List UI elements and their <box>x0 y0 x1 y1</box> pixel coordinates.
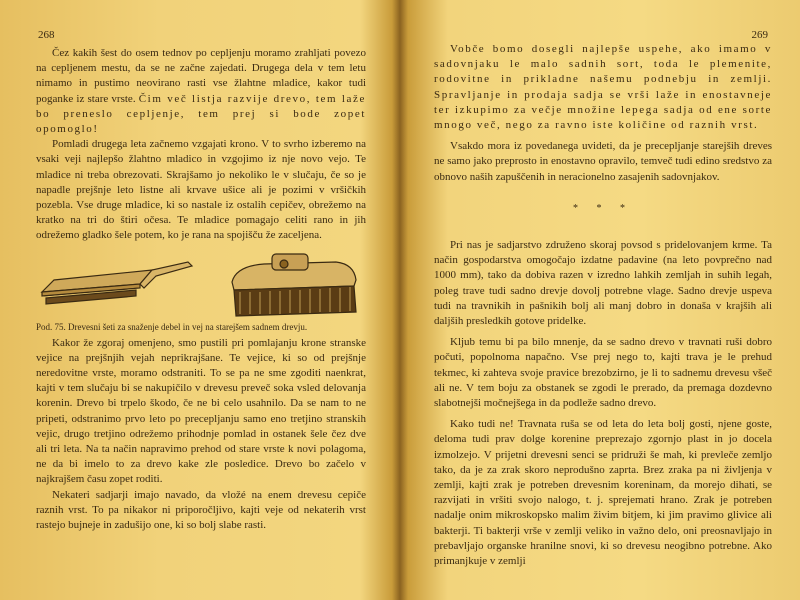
right-paragraph-2: Vsakdo mora iz povedanega uvideti, da je precepljanje starejših dreves ne samo jako preprosto in enostavno opravilo, temveč tudi edino sredstvo za obnovo naših zapuščenih in neracionelno zasajenih sadovnjakov. <box>434 140 772 183</box>
right-paragraph-1: Vobče bomo dosegli najlepše uspehe, ako imamo v sadovnjaku le malo sadnih sort, toda le plemenite, rodovitne in prikladne našemu podnebju in zemlji. Spravljanje in prodaja sadja se vrši laže in enostavneje ter izkupimo za večje množine lepega sadja od ene sorte mnogo več, nego za ravno iste količine od raznih vrst. <box>434 43 772 132</box>
left-page <box>0 0 390 600</box>
large-wire-brush <box>232 254 356 316</box>
left-page-body <box>0 46 390 533</box>
right-paragraph-4: Kljub temu bi pa bilo mnenje, da se sadno drevo v travnati ruši dobro počuti, popolnoma napačno. Vse prej nego to, kajti trava je le prehud tekmec, ki zahteva svoje pravice brezobzirno, je li to sadnemu drevesu všeč ali ne. V tem boju za obstanek se zgodi le prerado, da premaga dozdevno slabotnejši močnejšega in da podleže sadno drevo. <box>434 336 772 410</box>
left-paragraph-1-emphasis: Čim več listja razvije drevo, tem laže bo preneslo cepljenje, tem prej si bode zopet opomoglo! <box>36 92 366 136</box>
brushes-drawing <box>36 252 366 322</box>
left-paragraph-4: Nekateri sadjarji imajo navado, da vložé na enem drevesu cepiče raznih vrst. To pa nikakor ni priporočljivo, kajti veje od nekaterih vrst rastejo bujneje in zadušijo one, ki so bolj slabe rasti. <box>36 488 366 532</box>
right-paragraph-5: Kako tudi ne! Travnata ruša se od leta do leta bolj gosti, njene goste, deloma tudi prav dolge korenine preprezajo zgornjo plast in jo docela izmolzejo. V prijetni drevesni senci se pridruži še mah, ki prevleče zemljo tako, da je za zrak skoro neprodušno zaprta. Brez zraka pa ni življenja v zemlji, kajti zrak je potreben drevesnim koreninam, da morejo dihati, se razvijati in vršiti svojo nalogo, t. j. sprejemati hrano. Zrak je potreben nadalje onim mikroskopsko malim živim bitjem, ki jim pravimo glivice ali bakterji. Ti bakterji vrše v zemlji veliko in važno delo, oni preosnavljajo in prebavljajo organske hranilne snovi, ki so drevesu neogibno potrebne. Ako primanjkuje v zemlji <box>434 418 772 568</box>
left-page-number: 268 <box>38 29 55 41</box>
right-page-body <box>408 42 800 569</box>
left-paragraph-3: Kakor že zgoraj omenjeno, smo pustili pri pomlajanju krone stranske vejice na prejšnjih vejah neprikrajšane. Te vejice, ki so od prejšnje neredovitne vrste, moramo odstraniti. To se pa ne sme zgoditi naenkrat, kajti v tem slučaju bi se nakupičilo v drevesu preveč soka vsled delovanja korenin. Drevo bi trpelo škodo, če ne bi celo usahnilo. Da se nam to ne pripeti, odstranimo prvo leto po precepljanju samo eno tretjino stranskih vejic, drugo tretjino odrežemo prihodnje pomlad in ostanek šele čez dve ali tri leta. Na ta način napravimo prehod od stare vrste k novi polagoma, ne da bi imelo to za drevo kake zle posledice. Drevo bo začelo v najkrajšem času zopet roditi. <box>36 336 366 486</box>
small-wire-brush <box>42 262 192 304</box>
left-paragraph-1-text: Čez kakih šest do osem tednov po cepljenju moramo zrahljati povezo na cepljenem mestu, da se ne začne zajedati. Drugega dela v tem letu nimamo in pustimo neovirano rasti vse žlahtne mladice, kakor tudi poganke iz stare vrste. <box>36 47 366 105</box>
right-page-number: 269 <box>751 29 768 41</box>
right-paragraph-3: Pri nas je sadjarstvo združeno skoraj povsod s pridelovanjem krme. Ta način gospodarstva omogočajo izdatne padavine (na leto povprečno nad 1000 mm), tako da dobiva razen v izredno lahkih zemljah in suhih legah, poleg trave tudi sadno drevje dovolj potrebne vlage. Sadno drevje uspeva tudi na travnikih in pašnikih bolj ali manj dobro in donaša v krajših ali daljših presledkih gotove pridelke. <box>434 239 772 328</box>
brush-illustration <box>36 252 366 322</box>
left-paragraph-1 <box>36 46 366 137</box>
section-separator: * * * <box>573 202 633 214</box>
left-paragraph-2: Pomladi drugega leta začnemo vzgajati krono. V to svrho izberemo na vsaki veji najlepšo žlahtno mladico in vzgojimo iz nje novo vejo. Te mladice ni treba obrezovati. Skrajšamo jo nekoliko le v slučaju, če so je napadle prejšnje leto listne ali krvave ušice ali je pozimi v vršičkih pozebla. Vse druge mladice, ki so nastale iz ostalih cepičev, obrežemo na kratko na tri do štiri očesa. Te mladice pomagajo celiti rano in jih odrežemo gladko šele potem, ko je rana na spojišču že zaceljena. <box>36 138 366 242</box>
right-page <box>408 0 800 600</box>
figure-caption: Pod. 75. Drevesni šeti za snaženje debel in vej na starejšem sadnem drevju. <box>36 321 308 332</box>
